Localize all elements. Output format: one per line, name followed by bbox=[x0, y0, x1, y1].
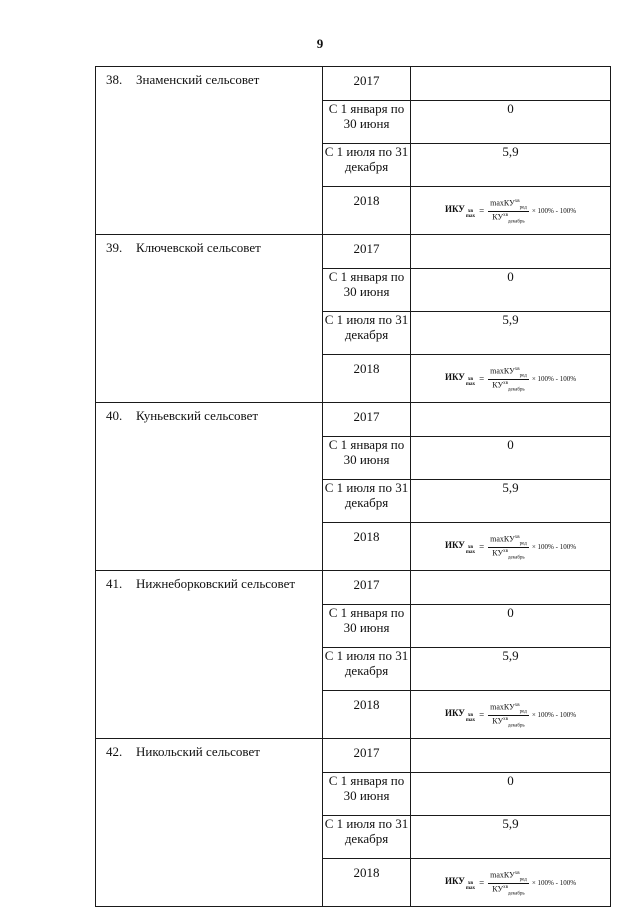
formula-lhs-text: ИКУ bbox=[444, 707, 465, 718]
formula-lhs-sub: max bbox=[465, 717, 476, 723]
period-cell: С 1 июля по 31 декабря bbox=[323, 816, 411, 859]
formula-lhs bbox=[445, 709, 475, 723]
formula-lhs-text: ИКУ bbox=[444, 539, 465, 550]
formula-rhs: × 100% - 100% bbox=[531, 207, 577, 215]
period-cell: С 1 января по 30 июня bbox=[323, 437, 411, 480]
settlement-label bbox=[96, 235, 322, 256]
value-text: 0 bbox=[507, 437, 514, 452]
value-cell bbox=[411, 312, 611, 355]
formula-lhs-sup: хв bbox=[467, 544, 474, 550]
index-formula bbox=[411, 858, 610, 907]
formula-lhs bbox=[445, 541, 475, 555]
value-text: 0 bbox=[507, 773, 514, 788]
settlement-number: 42. bbox=[106, 744, 123, 759]
period-cell: С 1 июля по 31 декабря bbox=[323, 312, 411, 355]
period-cell: 2018 bbox=[323, 355, 411, 403]
value-cell bbox=[411, 480, 611, 523]
formula-denominator-sup: хв bbox=[503, 717, 509, 722]
formula-fraction bbox=[488, 871, 529, 897]
value-cell bbox=[411, 403, 611, 437]
settlement-name: Ключевской сельсовет bbox=[136, 240, 261, 255]
formula-lhs-indices bbox=[466, 209, 475, 219]
period-cell: 2018 bbox=[323, 187, 411, 235]
index-formula bbox=[411, 690, 610, 739]
index-formula bbox=[411, 522, 610, 571]
settlement-name: Никольский сельсовет bbox=[136, 744, 260, 759]
settlement-cell bbox=[96, 403, 323, 571]
formula-lhs-sub: max bbox=[465, 381, 476, 387]
formula-numerator-text: maxКУ bbox=[490, 366, 515, 376]
settlement-number: 39. bbox=[106, 240, 123, 255]
settlement-cell bbox=[96, 235, 323, 403]
formula-numerator bbox=[488, 535, 529, 548]
formula-equals: = bbox=[479, 374, 485, 384]
formula-numerator-text: maxКУ bbox=[490, 534, 515, 544]
period-cell: 2017 bbox=[323, 67, 411, 101]
tariff-table-body bbox=[96, 67, 611, 907]
formula-numerator-sub: ред bbox=[519, 373, 527, 378]
formula-denominator-sub: декабрь bbox=[508, 387, 525, 393]
formula-lhs-text: ИКУ bbox=[444, 371, 465, 382]
index-formula bbox=[411, 186, 610, 235]
settlement-name: Куньевский сельсовет bbox=[136, 408, 259, 423]
value-text: 0 bbox=[507, 605, 514, 620]
formula-lhs-sup: хв bbox=[467, 376, 474, 382]
formula-equals: = bbox=[479, 710, 485, 720]
formula-fraction bbox=[488, 199, 529, 225]
settlement-number: 40. bbox=[106, 408, 123, 423]
value-text: 0 bbox=[507, 269, 514, 284]
period-cell: 2018 bbox=[323, 859, 411, 907]
formula-numerator bbox=[488, 703, 529, 716]
period-cell: 2017 bbox=[323, 235, 411, 269]
formula-denominator-sup: хв bbox=[503, 549, 509, 554]
value-cell bbox=[411, 571, 611, 605]
period-cell: С 1 января по 30 июня bbox=[323, 269, 411, 312]
formula-fraction bbox=[488, 535, 529, 561]
settlement-name: Нижнеборковский сельсовет bbox=[136, 576, 296, 591]
formula-numerator-sup: хв bbox=[514, 702, 520, 708]
formula-denominator bbox=[492, 884, 524, 896]
value-cell bbox=[411, 691, 611, 739]
formula-lhs-sub: max bbox=[465, 213, 476, 219]
formula-numerator-sub: ред bbox=[519, 709, 527, 714]
settlement-number: 38. bbox=[106, 72, 123, 87]
formula-numerator-sup: хв bbox=[514, 870, 520, 876]
period-cell: 2018 bbox=[323, 691, 411, 739]
table-row bbox=[96, 571, 611, 605]
formula-denominator bbox=[492, 716, 524, 728]
value-cell bbox=[411, 523, 611, 571]
formula-lhs bbox=[445, 205, 475, 219]
settlement-label bbox=[96, 67, 322, 88]
formula-lhs-sub: max bbox=[465, 549, 476, 555]
formula-denominator-sub: декабрь bbox=[508, 723, 525, 729]
formula-denominator-sub: декабрь bbox=[508, 219, 525, 225]
formula-numerator-sub: ред bbox=[519, 541, 527, 546]
value-cell bbox=[411, 67, 611, 101]
formula-denominator-text: КУ bbox=[492, 380, 504, 390]
formula-equals: = bbox=[479, 878, 485, 888]
formula-fraction bbox=[488, 703, 529, 729]
value-cell bbox=[411, 437, 611, 480]
table-row bbox=[96, 235, 611, 269]
formula-lhs-indices bbox=[466, 545, 475, 555]
value-cell bbox=[411, 739, 611, 773]
value-cell bbox=[411, 144, 611, 187]
period-cell: С 1 января по 30 июня bbox=[323, 605, 411, 648]
formula-numerator-sub: ред bbox=[519, 205, 527, 210]
formula-denominator-sub: декабрь bbox=[508, 555, 525, 561]
value-text: 0 bbox=[507, 101, 514, 116]
tariff-table bbox=[95, 66, 611, 907]
value-cell bbox=[411, 269, 611, 312]
page-number: 9 bbox=[316, 36, 324, 51]
period-cell: С 1 июля по 31 декабря bbox=[323, 144, 411, 187]
settlement-cell bbox=[96, 67, 323, 235]
value-text: 5,9 bbox=[502, 480, 519, 495]
settlement-number: 41. bbox=[106, 576, 123, 591]
period-cell: 2017 bbox=[323, 403, 411, 437]
period-cell: С 1 июля по 31 декабря bbox=[323, 480, 411, 523]
period-cell: С 1 июля по 31 декабря bbox=[323, 648, 411, 691]
formula-equals: = bbox=[479, 542, 485, 552]
period-cell: 2017 bbox=[323, 739, 411, 773]
table-row bbox=[96, 739, 611, 773]
table-row bbox=[96, 403, 611, 437]
formula-numerator bbox=[488, 871, 529, 884]
settlement-label bbox=[96, 739, 322, 760]
formula-denominator bbox=[492, 548, 524, 560]
formula-numerator-sup: хв bbox=[514, 534, 520, 540]
formula-lhs-indices bbox=[466, 377, 475, 387]
formula-numerator bbox=[488, 199, 529, 212]
formula-lhs-indices bbox=[466, 713, 475, 723]
formula-lhs bbox=[445, 877, 475, 891]
formula-denominator-sub: декабрь bbox=[508, 891, 525, 897]
period-cell: С 1 января по 30 июня bbox=[323, 101, 411, 144]
settlement-name: Знаменский сельсовет bbox=[136, 72, 260, 87]
formula-denominator-text: КУ bbox=[492, 548, 504, 558]
formula-numerator-text: maxКУ bbox=[490, 870, 515, 880]
formula-lhs-indices bbox=[466, 881, 475, 891]
formula-rhs: × 100% - 100% bbox=[531, 879, 577, 887]
index-formula bbox=[411, 354, 610, 403]
formula-denominator-sup: хв bbox=[503, 381, 509, 386]
formula-lhs-text: ИКУ bbox=[444, 875, 465, 886]
formula-lhs-text: ИКУ bbox=[444, 203, 465, 214]
formula-lhs bbox=[445, 373, 475, 387]
formula-equals: = bbox=[479, 206, 485, 216]
value-cell bbox=[411, 648, 611, 691]
formula-lhs-sup: хв bbox=[467, 880, 474, 886]
value-text: 5,9 bbox=[502, 312, 519, 327]
formula-denominator-text: КУ bbox=[492, 716, 504, 726]
table-row bbox=[96, 67, 611, 101]
formula-rhs: × 100% - 100% bbox=[531, 543, 577, 551]
formula-lhs-sub: max bbox=[465, 885, 476, 891]
formula-lhs-sup: хв bbox=[467, 712, 474, 718]
value-cell bbox=[411, 859, 611, 907]
value-cell bbox=[411, 101, 611, 144]
formula-rhs: × 100% - 100% bbox=[531, 375, 577, 383]
formula-numerator-sub: ред bbox=[519, 877, 527, 882]
formula-lhs-sup: хв bbox=[467, 208, 474, 214]
period-cell: 2018 bbox=[323, 523, 411, 571]
value-cell bbox=[411, 235, 611, 269]
value-text: 5,9 bbox=[502, 816, 519, 831]
formula-denominator bbox=[492, 380, 524, 392]
value-cell bbox=[411, 816, 611, 859]
formula-numerator-sup: хв bbox=[514, 366, 520, 372]
formula-numerator-sup: хв bbox=[514, 198, 520, 204]
period-cell: С 1 января по 30 июня bbox=[323, 773, 411, 816]
formula-denominator-sup: хв bbox=[503, 213, 509, 218]
formula-denominator-sup: хв bbox=[503, 885, 509, 890]
value-text: 5,9 bbox=[502, 648, 519, 663]
formula-numerator-text: maxКУ bbox=[490, 702, 515, 712]
settlement-cell bbox=[96, 739, 323, 907]
value-cell bbox=[411, 605, 611, 648]
formula-denominator-text: КУ bbox=[492, 212, 504, 222]
formula-rhs: × 100% - 100% bbox=[531, 711, 577, 719]
value-cell bbox=[411, 355, 611, 403]
settlement-cell bbox=[96, 571, 323, 739]
settlement-label bbox=[96, 571, 322, 592]
formula-denominator bbox=[492, 212, 524, 224]
formula-fraction bbox=[488, 367, 529, 393]
settlement-label bbox=[96, 403, 322, 424]
period-cell: 2017 bbox=[323, 571, 411, 605]
formula-denominator-text: КУ bbox=[492, 884, 504, 894]
value-cell bbox=[411, 187, 611, 235]
formula-numerator-text: maxКУ bbox=[490, 198, 515, 208]
value-cell bbox=[411, 773, 611, 816]
value-text: 5,9 bbox=[502, 144, 519, 159]
formula-numerator bbox=[488, 367, 529, 380]
